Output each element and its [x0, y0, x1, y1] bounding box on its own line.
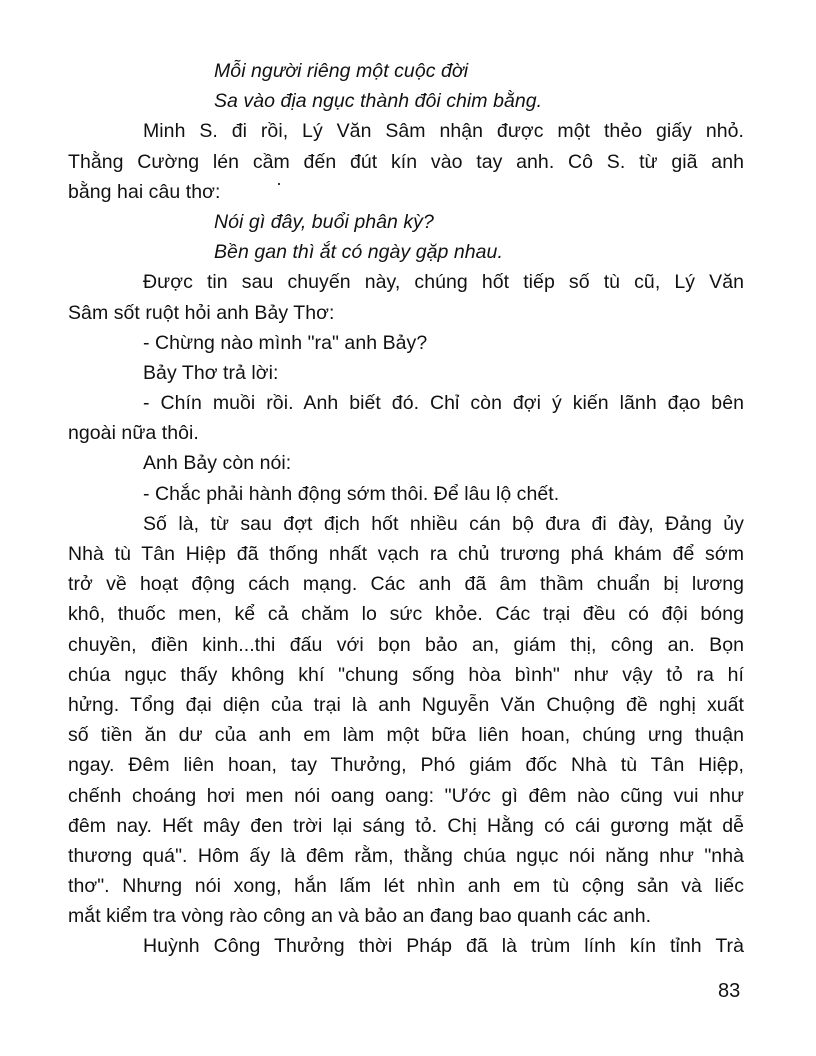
paragraph-line: chuyền, điền kinh...thi đấu với bọn bảo an, giám thị, công an. Bọn	[68, 633, 744, 656]
dialogue-line: - Chắc phải hành động sớm thôi. Để lâu lộ chết.	[143, 482, 560, 505]
paragraph-line: Thằng Cường lén cầm đến đút kín vào tay anh. Cô S. từ giã anh	[68, 150, 744, 173]
paragraph-first-line: Được tin sau chuyến này, chúng hốt tiếp số tù cũ, Lý Văn	[143, 271, 744, 294]
verse-line: Nói gì đây, buổi phân kỳ?	[214, 210, 434, 233]
paragraph-first-line: Số là, từ sau đợt địch hốt nhiều cán bộ đưa đi đày, Đảng ủy	[143, 512, 744, 535]
paragraph-line: thương quá". Hôm ấy là đêm rằm, thằng chúa ngục nói năng như "nhà	[68, 844, 744, 867]
dialogue-line: - Chừng nào mình "ra" anh Bảy?	[143, 331, 428, 354]
paragraph-first-line: Minh S. đi rồi, Lý Văn Sâm nhận được một thẻo giấy nhỏ.	[143, 120, 744, 143]
dialogue-line: - Chín muồi rồi. Anh biết đó. Chỉ còn đợi ý kiến lãnh đạo bên	[143, 392, 744, 415]
paragraph-line: số tiền ăn dư của anh em làm một bữa liên hoan, chúng ưng thuận	[68, 724, 744, 747]
paragraph-line: chúa ngục thấy không khí "chung sống hòa bình" như vậy tỏ ra hí	[68, 663, 744, 686]
paragraph-line: thơ". Nhưng nói xong, hắn lấm lét nhìn anh em tù cộng sản và liếc	[68, 875, 744, 898]
paragraph-first-line: Huỳnh Công Thưởng thời Pháp đã là trùm lính kín tỉnh Trà	[143, 935, 744, 958]
paragraph-line: chếnh choáng hơi men nói oang oang: "Ước gì đêm nào cũng vui như	[68, 784, 744, 807]
paragraph-line: ngay. Đêm liên hoan, tay Thưởng, Phó giám đốc Nhà tù Tân Hiệp,	[68, 754, 744, 777]
scan-speck	[278, 183, 280, 185]
paragraph-line: Bảy Thơ trả lời:	[143, 361, 279, 384]
verse-line: Sa vào địa ngục thành đôi chim bằng.	[214, 90, 543, 113]
page-number: 83	[718, 980, 741, 1002]
paragraph-line: Anh Bảy còn nói:	[143, 452, 292, 475]
paragraph-last-line: mắt kiểm tra vòng rào công an và bảo an đang bao quanh các anh.	[68, 905, 652, 928]
paragraph-line: đêm nay. Hết mây đen trời lại sáng tỏ. Chị Hằng có cái gương mặt dễ	[68, 814, 744, 837]
paragraph-line: hửng. Tổng đại diện của trại là anh Nguyễn Văn Chuộng đề nghị xuất	[68, 693, 744, 716]
paragraph-line: trở về hoạt động cách mạng. Các anh đã âm thầm chuẩn bị lương	[68, 573, 744, 596]
paragraph-last-line: ngoài nữa thôi.	[68, 422, 199, 445]
verse-line: Bền gan thì ắt có ngày gặp nhau.	[214, 241, 503, 264]
verse-line: Mỗi người riêng một cuộc đời	[214, 60, 469, 82]
paragraph-line: Nhà tù Tân Hiệp đã thống nhất vạch ra chủ trương phá khám để sớm	[68, 543, 744, 565]
paragraph-last-line: bằng hai câu thơ:	[68, 180, 221, 203]
book-page-text	[68, 56, 744, 962]
paragraph-line: khô, thuốc men, kể cả chăm lo sức khỏe. Các trại đều có đội bóng	[68, 603, 744, 626]
paragraph-last-line: Sâm sốt ruột hỏi anh Bảy Thơ:	[68, 301, 335, 324]
